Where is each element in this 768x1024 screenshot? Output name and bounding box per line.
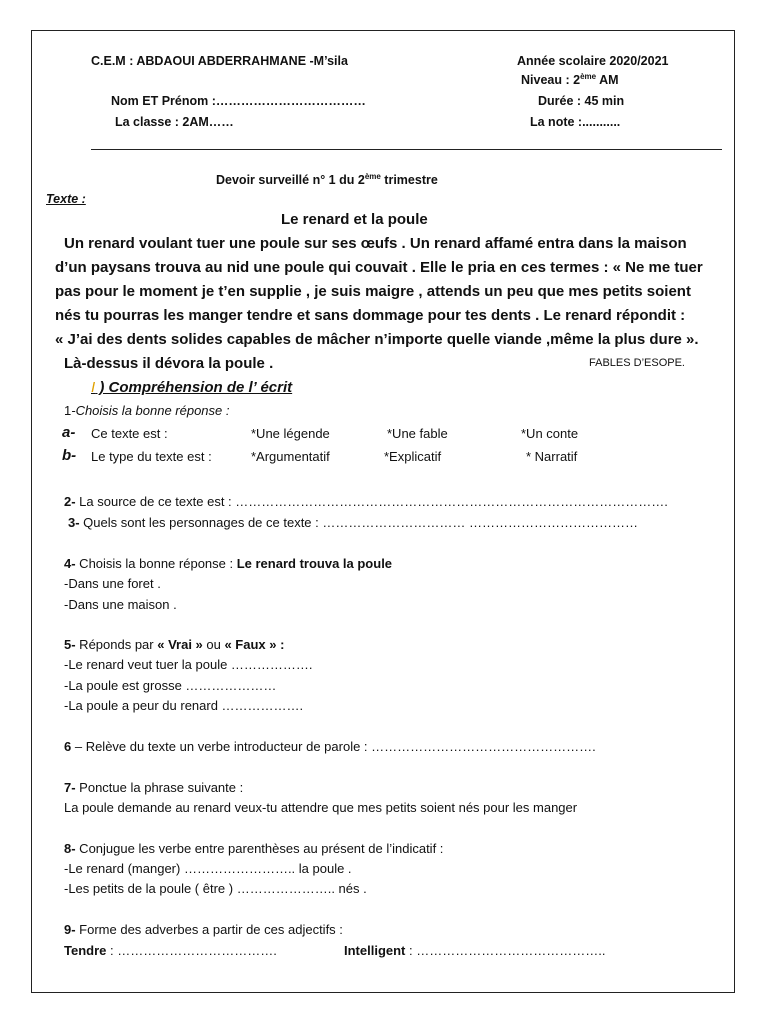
question-1: 1-Choisis la bonne réponse : (64, 403, 230, 418)
q5-item: -Le renard veut tuer la poule ………………. (64, 657, 313, 672)
story-line: Un renard voulant tuer une poule sur ses œufs . Un renard affamé entra dans la maison (64, 235, 687, 252)
q8-item: -Le renard (manger) …………………….. la poule . (64, 861, 352, 876)
q9-intelligent: Intelligent : …………………………………….. (344, 943, 606, 958)
section-heading: I ) Compréhension de l’ écrit (91, 379, 293, 396)
question-7: 7- Ponctue la phrase suivante : (64, 780, 244, 795)
story-line: nés tu pourras les manger tendre et sans dommage pour tes dents . Le renard répondit : (55, 307, 686, 324)
school-name: C.E.M : ABDAOUI ABDERRAHMANE -M’sila (91, 54, 348, 68)
q5-item: -La poule est grosse ………………… (64, 678, 277, 693)
q1b-option: * Narratif (526, 449, 578, 464)
header-divider (91, 149, 722, 150)
q9-tendre: Tendre : ………………………………. (64, 943, 277, 958)
level: Niveau : 2ème AM (521, 71, 619, 87)
story-line: Là-dessus il dévora la poule . (64, 355, 274, 372)
question-8: 8- Conjugue les verbe entre parenthèses au présent de l’indicatif : (64, 841, 444, 856)
question-4: 4- Choisis la bonne réponse : Le renard trouva la poule (64, 556, 393, 571)
student-name-field: Nom ET Prénom :……………………………… (111, 94, 366, 108)
exam-title: Devoir surveillé n° 1 du 2ème trimestre (216, 171, 438, 187)
q8-item: -Les petits de la poule ( être ) ………………….. nés . (64, 881, 367, 896)
q5-item: -La poule a peur du renard ………………. (64, 698, 304, 713)
text-label: Texte : (46, 192, 86, 206)
duration: Durée : 45 min (538, 94, 625, 108)
q1a-option: *Une légende (251, 426, 330, 441)
q1b-option: *Explicatif (384, 449, 442, 464)
story-title: Le renard et la poule (281, 211, 428, 228)
story-line: « J’ai des dents solides capables de mâcher n’importe quelle viande ,même la plus dure ». (55, 331, 699, 348)
q1a-letter: a- (62, 424, 76, 441)
q1b-letter: b- (62, 447, 77, 464)
q4-option: -Dans une foret . (64, 576, 161, 591)
question-9: 9- Forme des adverbes a partir de ces adjectifs : (64, 922, 343, 937)
class-field: La classe : 2AM…… (115, 115, 234, 129)
story-line: pas pour le moment je t’en supplie , je suis maigre , attends un peu que mes petits soient (55, 283, 691, 300)
question-5: 5- Réponds par « Vrai » ou « Faux » : (64, 637, 285, 652)
story-source: FABLES D’ESOPE. (589, 357, 685, 369)
school-year: Année scolaire 2020/2021 (517, 54, 669, 68)
q1a-label: Ce texte est : (91, 426, 168, 441)
question-6: 6 – Relève du texte un verbe introducteur de parole : ……………………………………………. (64, 739, 596, 754)
q1b-label: Le type du texte est : (91, 449, 212, 464)
q7-sentence: La poule demande au renard veux-tu attendre que mes petits soient nés pour les manger (64, 800, 578, 815)
q1b-option: *Argumentatif (251, 449, 330, 464)
question-2: 2- La source de ce texte est : ………………………………………………………………………………………. (64, 494, 668, 509)
q4-option: -Dans une maison . (64, 597, 177, 612)
question-3: 3- Quels sont les personnages de ce texte : …………………………… ………………………………… (68, 515, 638, 530)
grade-field: La note :........... (530, 115, 621, 129)
story-line: d’un paysans trouva au nid une poule qui couvait . Elle le pria en ces termes : « Ne me tuer (55, 259, 703, 276)
q1a-option: *Une fable (387, 426, 448, 441)
q1a-option: *Un conte (521, 426, 579, 441)
